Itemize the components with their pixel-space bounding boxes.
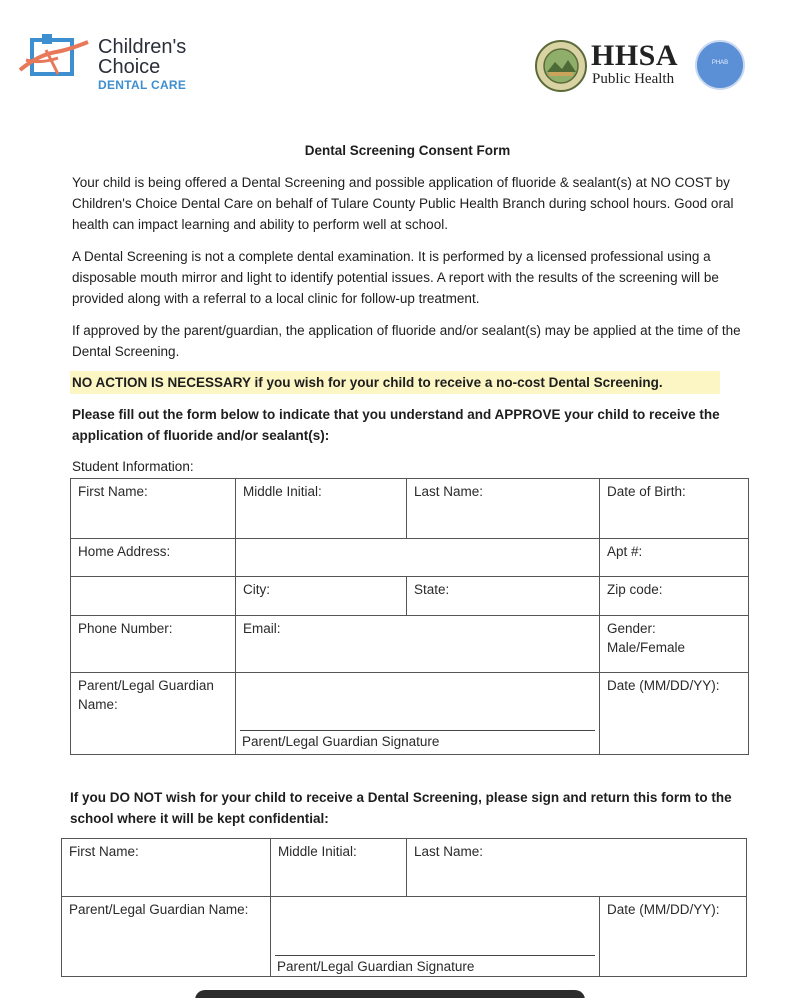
gender-field[interactable] [600,616,749,673]
last-name-label: Last Name: [414,484,484,499]
middle-initial-field[interactable] [236,479,407,539]
zip-label: Zip code: [607,582,663,597]
state-label: State: [414,582,450,597]
dob-field[interactable] [600,479,749,539]
childrens-choice-logo-mark [18,30,96,90]
phab-badge-text: PHAB [711,60,729,66]
optout-signature-line [275,955,595,956]
optout-parent-name-label-cell [62,897,271,977]
home-address-label-cell [71,539,236,577]
phab-badge-icon [695,40,745,90]
email-label: Email: [243,621,281,636]
logo-line-2: Choice [98,56,161,78]
form-title: Dental Screening Consent Form [304,143,511,158]
address-blank-cell [71,577,236,616]
hhsa-name: HHSA [591,39,679,72]
optout-form-table [61,838,747,977]
screening-paragraph: A Dental Screening is not a complete dental examination. It is performed by a licensed professional using a disposable mouth mirror and light to identify potential issues. A report with the results of the screening will be provided along with a referral to a local clinic for follow-up treatment. [72,249,719,306]
optout-signature-field[interactable] [271,897,600,977]
middle-initial-label: Middle Initial: [243,484,322,499]
parent-name-label-cell [71,673,236,755]
home-address-label: Home Address: [78,544,171,559]
email-field[interactable] [236,616,600,673]
first-name-label: First Name: [78,484,148,499]
home-address-field[interactable] [236,539,600,577]
last-name-field[interactable] [407,479,600,539]
logo-line-1: Children's [98,36,187,58]
city-field[interactable] [236,577,407,616]
hhsa-subtitle: Public Health [592,71,675,87]
optout-signature-label: Parent/Legal Guardian Signature [277,959,475,974]
optout-instruction: If you DO NOT wish for your child to receive a Dental Screening, please sign and return this form to the school where it will be kept confidential: [70,790,732,826]
date-field[interactable] [600,673,749,755]
optout-first-name-label: First Name: [69,844,139,859]
student-info-label: Student Information: [72,459,194,474]
scroll-handle-bar[interactable] [195,990,585,998]
optout-last-name-label: Last Name: [414,844,484,859]
optout-middle-initial-field[interactable] [271,839,407,897]
optout-middle-initial-label: Middle Initial: [278,844,357,859]
no-action-notice: NO ACTION IS NECESSARY if you wish for your child to receive a no-cost Dental Screening. [72,375,663,390]
approval-paragraph: If approved by the parent/guardian, the application of fluoride and/or sealant(s) may be applied at the time of the Dental Screening. [72,323,741,359]
approve-instruction: Please fill out the form below to indicate that you understand and APPROVE your child to receive the application of fluoride and/or sealant(s): [72,407,720,443]
optout-first-name-field[interactable] [62,839,271,897]
county-seal-icon [535,40,587,92]
zip-field[interactable] [600,577,749,616]
date-label: Date (MM/DD/YY): [607,678,720,693]
optout-parent-name-label: Parent/Legal Guardian Name: [69,902,249,917]
city-label: City: [243,582,270,597]
gender-options: Male/Female [607,640,686,655]
optout-last-name-field[interactable] [407,839,747,897]
optout-date-field[interactable] [600,897,747,977]
gender-label: Gender: [607,621,656,636]
phone-field[interactable] [71,616,236,673]
hhsa-logo [535,38,750,98]
dob-label: Date of Birth: [607,484,686,499]
phone-label: Phone Number: [78,621,173,636]
signature-line [240,730,595,731]
parent-signature-field[interactable] [236,673,600,755]
logo-line-3: DENTAL CARE [98,78,187,92]
apt-label: Apt #: [607,544,643,559]
childrens-choice-logo [18,30,218,100]
first-name-field[interactable] [71,479,236,539]
optout-date-label: Date (MM/DD/YY): [607,902,720,917]
intro-paragraph: Your child is being offered a Dental Screening and possible application of fluoride & sealant(s) at NO COST by Children's Choice Dental Care on behalf of Tulare County Public Health Branch during school hours. Good oral health can impact learning and ability to perform well at school. [72,175,734,232]
signature-label: Parent/Legal Guardian Signature [242,734,440,749]
state-field[interactable] [407,577,600,616]
approval-form-table [70,478,749,755]
parent-name-label: Parent/Legal Guardian Name: [78,678,214,712]
apt-field[interactable] [600,539,749,577]
